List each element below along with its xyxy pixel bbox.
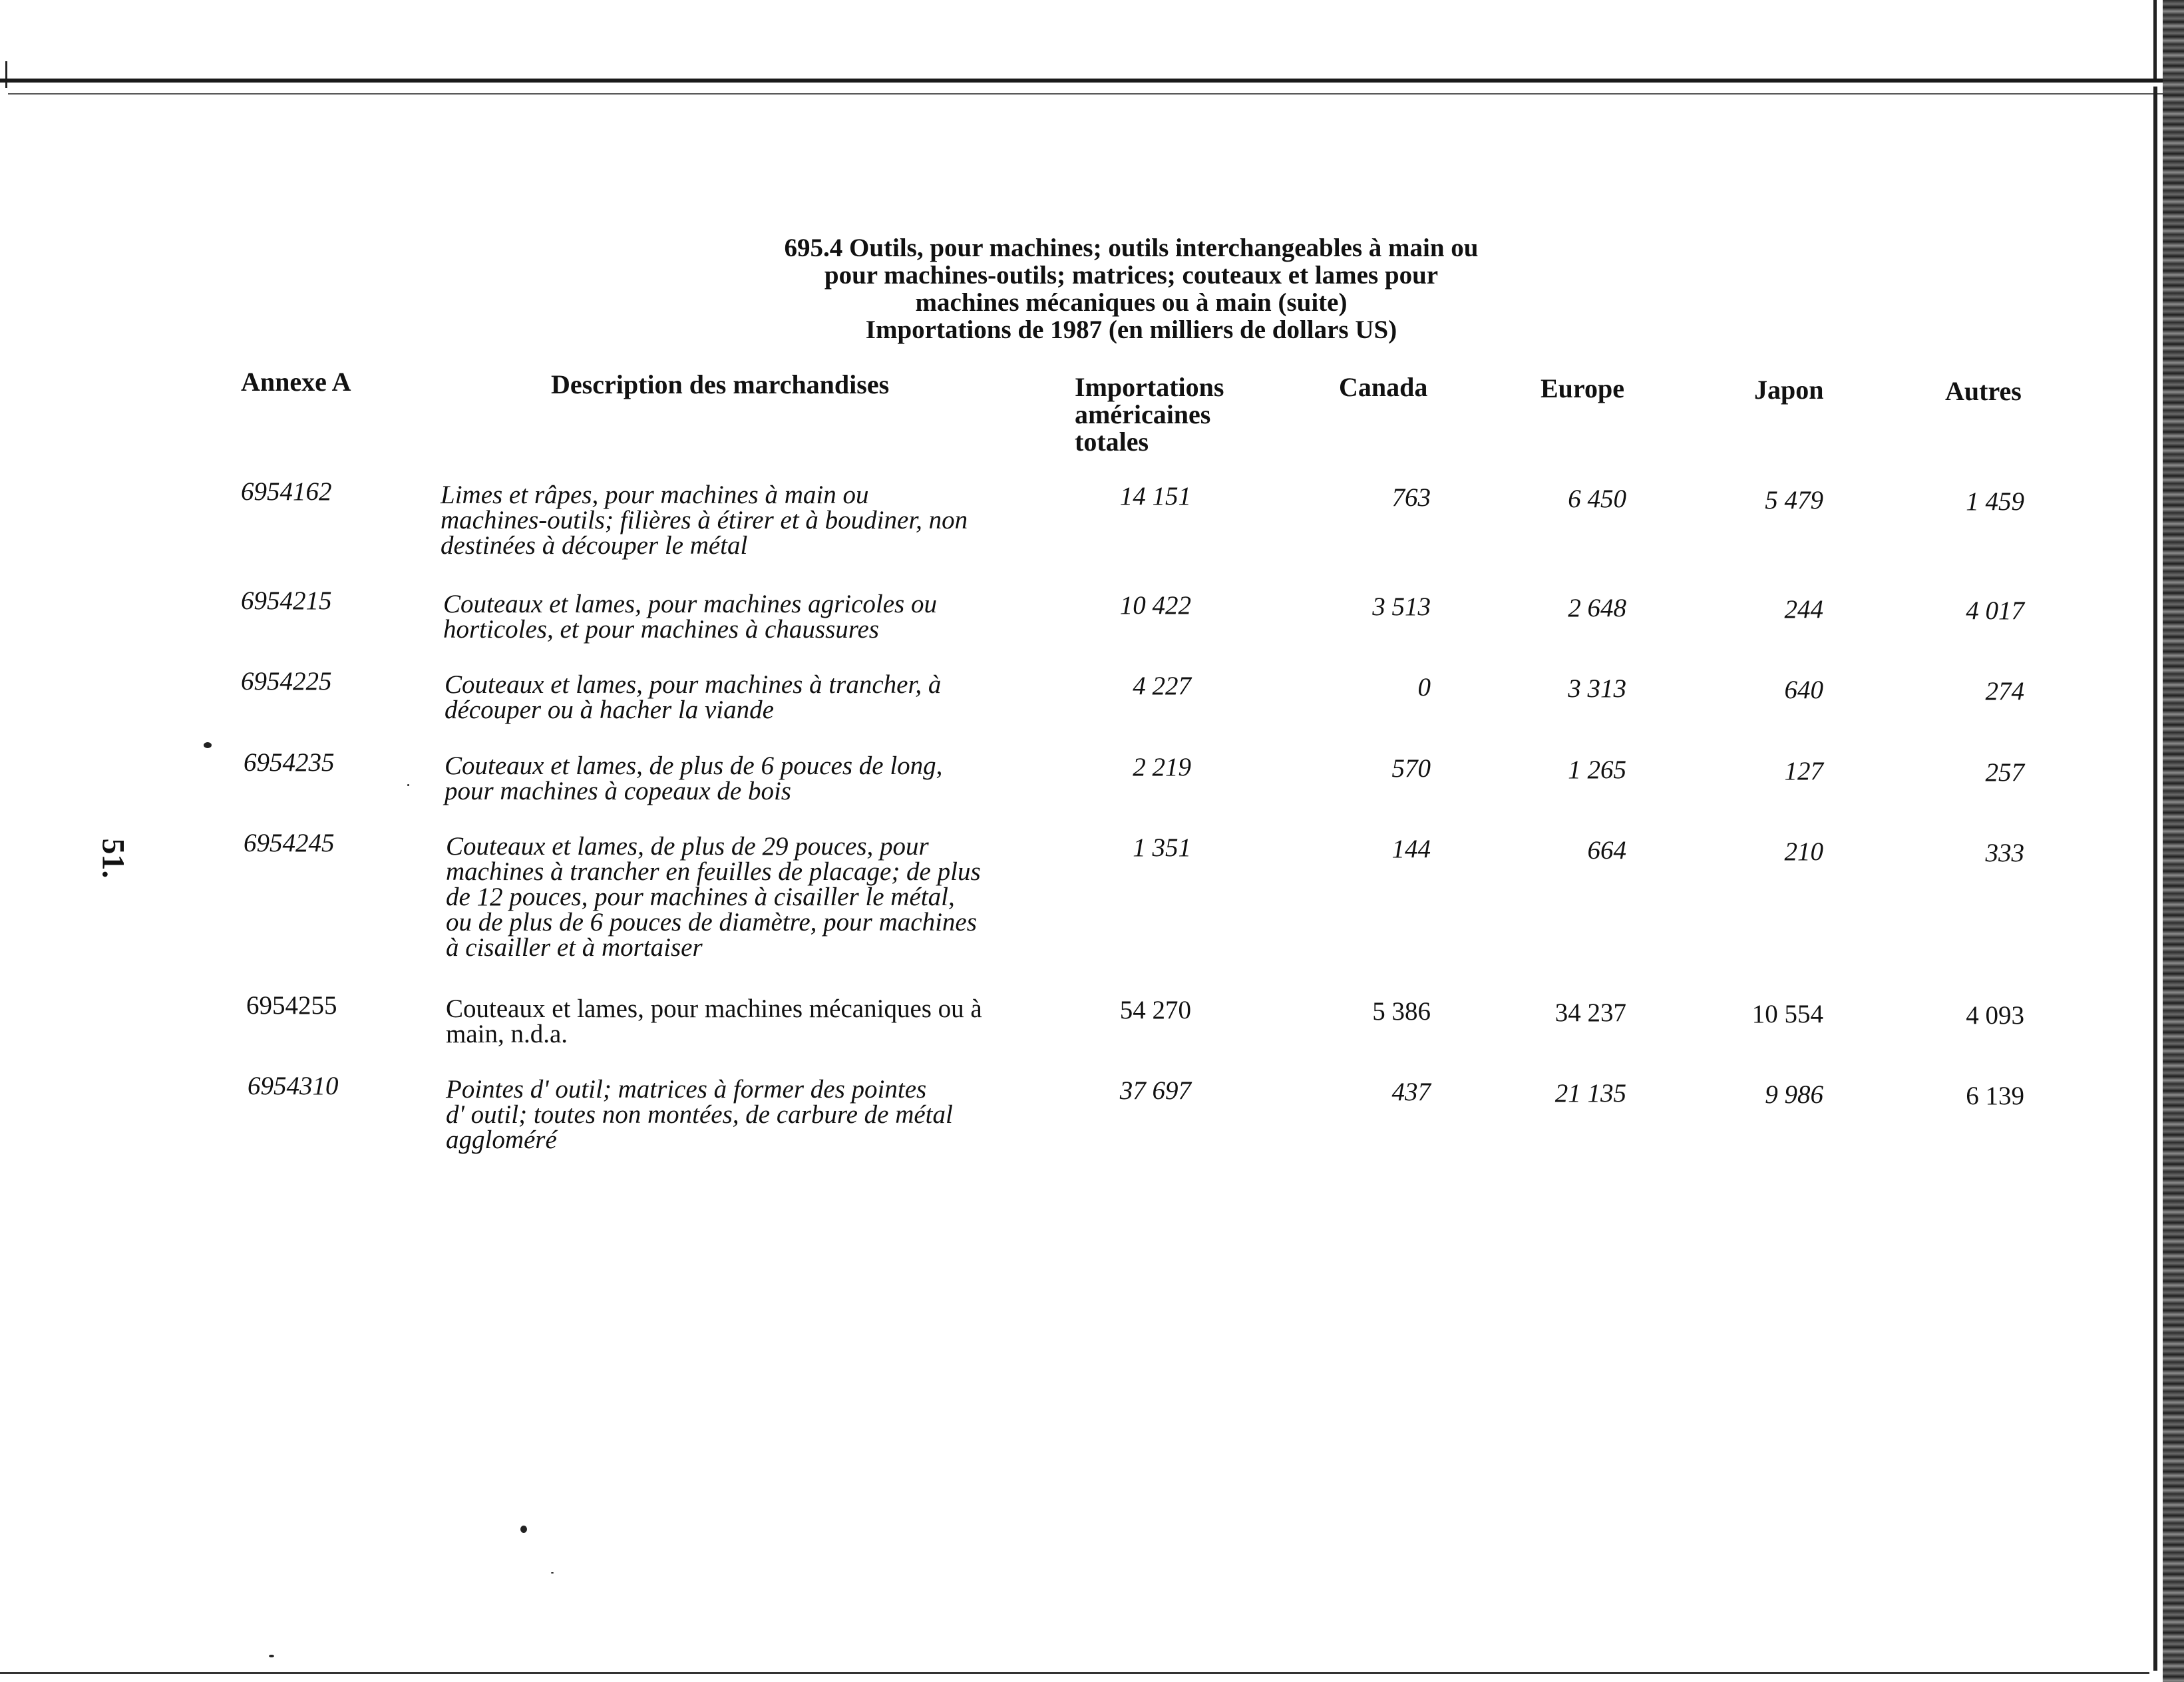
scan-speck	[204, 742, 212, 748]
scan-speck	[551, 1572, 554, 1574]
row-description	[445, 672, 1030, 723]
description-line: machines-outils; filières à étirer et à boudiner, non	[441, 506, 968, 534]
row-autres: 6 139	[1966, 1082, 2024, 1110]
row-description	[445, 753, 1030, 804]
description-line: Limes et râpes, pour machines à main ou	[441, 481, 869, 509]
row-canada: 437	[1391, 1078, 1431, 1106]
description-line: main, n.d.a.	[446, 1020, 568, 1048]
row-code: 6954310	[248, 1072, 339, 1100]
row-total: 2 219	[1133, 753, 1191, 781]
row-total: 54 270	[1119, 996, 1191, 1024]
row-autres: 333	[1985, 839, 2024, 867]
scan-page-edge	[2163, 0, 2184, 1682]
description-line: Couteaux et lames, pour machines mécaniques ou à	[446, 994, 982, 1023]
row-description	[441, 483, 1026, 558]
row-europe: 6 450	[1568, 485, 1626, 513]
scan-speck	[520, 1526, 527, 1533]
row-total: 14 151	[1119, 482, 1191, 511]
header-annexe: Annexe A	[241, 367, 351, 397]
row-total: 37 697	[1119, 1076, 1191, 1105]
row-japon: 9 986	[1765, 1080, 1823, 1109]
row-europe: 2 648	[1568, 594, 1626, 622]
row-japon: 210	[1784, 837, 1823, 866]
row-europe: 21 135	[1554, 1079, 1626, 1108]
scan-speck	[269, 1655, 274, 1657]
description-line: découper ou à hacher la viande	[445, 696, 774, 724]
row-europe: 3 313	[1568, 674, 1626, 703]
scan-border-right	[2153, 87, 2157, 1671]
row-code: 6954245	[244, 829, 335, 857]
description-line: à cisailler et à mortaiser	[446, 933, 703, 962]
row-autres: 1 459	[1966, 487, 2024, 516]
description-line: Couteaux et lames, de plus de 29 pouces, pour	[446, 832, 929, 861]
row-description	[443, 592, 1029, 642]
header-japon: Japon	[1754, 375, 1824, 405]
description-line: d' outil; toutes non montées, de carbure de métal	[446, 1100, 953, 1129]
description-line: machines à trancher en feuilles de placage; de plus	[446, 857, 981, 886]
row-canada: 763	[1391, 483, 1431, 512]
description-line: Pointes d' outil; matrices à former des pointes	[446, 1075, 927, 1104]
row-autres: 257	[1985, 758, 2024, 787]
description-line: de 12 pouces, pour machines à cisailler le métal,	[446, 883, 955, 911]
row-japon: 10 554	[1751, 1000, 1823, 1028]
scan-speck	[407, 784, 409, 786]
header-europe: Europe	[1541, 373, 1624, 403]
description-line: ou de plus de 6 pouces de diamètre, pour machines	[446, 908, 977, 937]
row-japon: 640	[1784, 676, 1823, 704]
description-line: horticoles, et pour machines à chaussures	[443, 615, 879, 644]
row-canada: 5 386	[1372, 997, 1431, 1026]
description-line: pour machines à copeaux de bois	[445, 777, 791, 805]
row-description	[446, 996, 1031, 1047]
row-canada: 570	[1391, 754, 1431, 783]
description-line: Couteaux et lames, de plus de 6 pouces de long,	[445, 751, 943, 780]
description-line: destinées à découper le métal	[441, 531, 748, 560]
row-total: 1 351	[1133, 833, 1191, 862]
row-autres: 4 093	[1966, 1001, 2024, 1030]
row-japon: 127	[1784, 757, 1823, 785]
row-description	[446, 1077, 1031, 1153]
row-total: 10 422	[1119, 591, 1191, 620]
title-line: machines mécaniques ou à main (suite)	[915, 288, 1348, 317]
row-canada: 3 513	[1372, 592, 1431, 621]
page-number: 51.	[95, 838, 131, 879]
row-europe: 34 237	[1554, 998, 1626, 1027]
row-total: 4 227	[1133, 672, 1191, 700]
row-code: 6954255	[246, 991, 337, 1020]
row-autres: 4 017	[1966, 596, 2024, 625]
description-line: Couteaux et lames, pour machines à trancher, à	[445, 670, 942, 699]
row-canada: 0	[1417, 673, 1431, 702]
header-description: Description des marchandises	[551, 369, 890, 399]
table-title	[665, 234, 1597, 343]
row-japon: 244	[1784, 595, 1823, 624]
row-europe: 1 265	[1568, 755, 1626, 784]
header-importations-line: totales	[1075, 427, 1149, 457]
header-importations-line: Importations	[1075, 372, 1224, 402]
header-importations-line: américaines	[1075, 399, 1211, 429]
row-code: 6954235	[244, 748, 335, 777]
row-code: 6954162	[241, 477, 332, 506]
header-autres: Autres	[1945, 376, 2022, 406]
header-importations	[1075, 373, 1224, 455]
row-autres: 274	[1985, 677, 2024, 706]
scan-border-left	[5, 61, 7, 88]
title-line: Importations de 1987 (en milliers de dollars US)	[865, 315, 1397, 344]
scan-border-right-top	[2153, 0, 2157, 80]
row-description	[446, 834, 1031, 960]
row-europe: 664	[1587, 836, 1626, 865]
title-line: 695.4 Outils, pour machines; outils interchangeables à main ou	[784, 234, 1479, 262]
header-canada: Canada	[1339, 372, 1428, 402]
description-line: Couteaux et lames, pour machines agricoles ou	[443, 590, 937, 618]
title-line: pour machines-outils; matrices; couteaux et lames pour	[824, 261, 1439, 290]
description-line: aggloméré	[446, 1126, 557, 1154]
row-japon: 5 479	[1765, 486, 1823, 515]
row-code: 6954225	[241, 667, 332, 696]
scan-border-top	[0, 79, 2171, 83]
scan-border-top-thin	[8, 93, 2171, 95]
scan-border-bottom	[0, 1672, 2149, 1674]
row-canada: 144	[1391, 835, 1431, 863]
row-code: 6954215	[241, 586, 332, 615]
